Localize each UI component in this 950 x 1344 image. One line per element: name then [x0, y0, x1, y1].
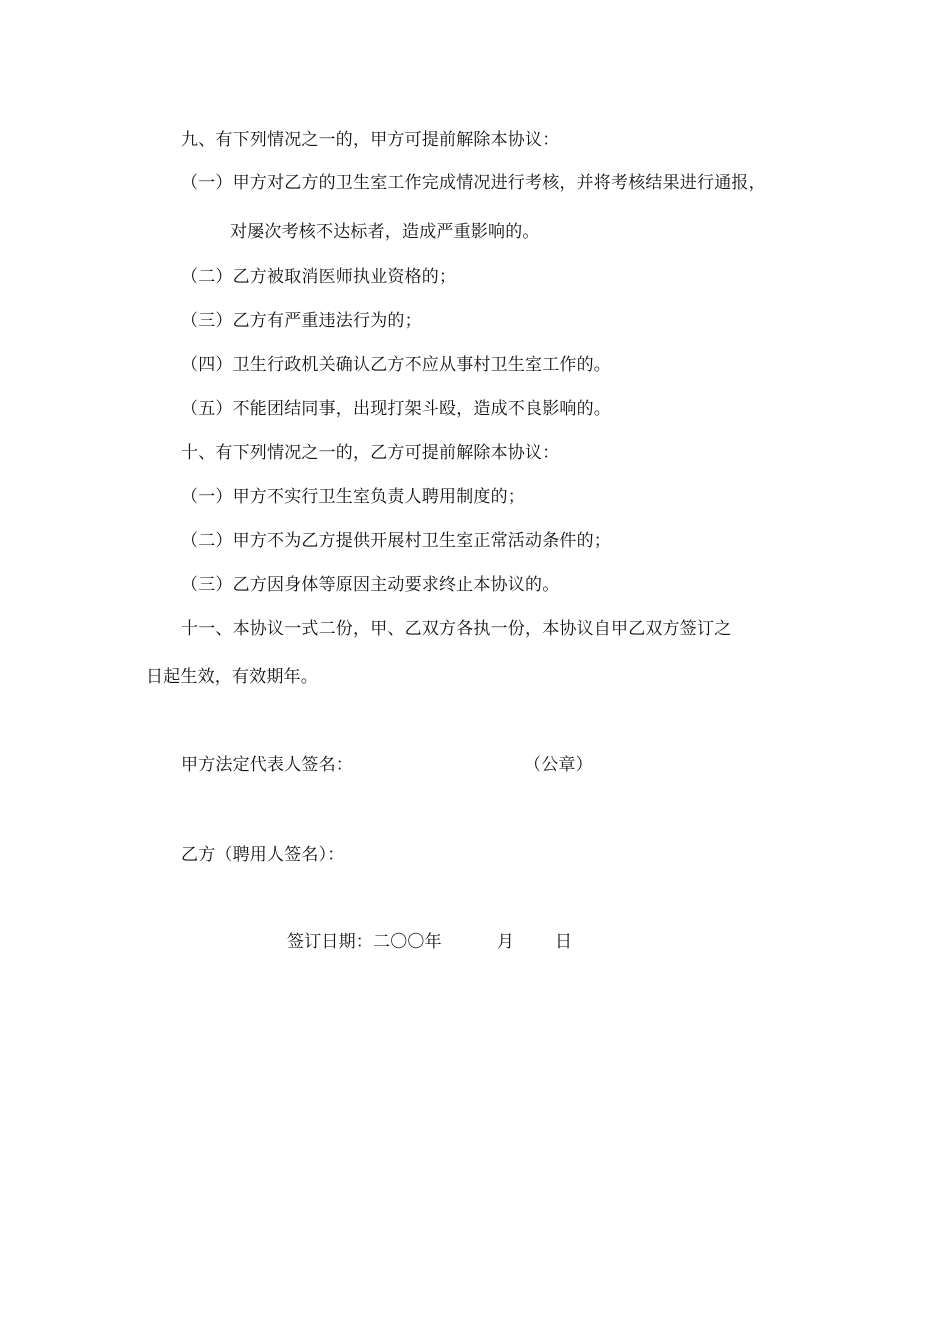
signing-date-label: 签订日期：二〇〇年: [287, 932, 442, 952]
clause-9-item-3: （三）乙方有严重违法行为的；: [181, 311, 422, 331]
clause-10-item-3: （三）乙方因身体等原因主动要求终止本协议的。: [181, 575, 560, 595]
seal-label: （公章）: [524, 755, 593, 775]
clause-9-item-4: （四）卫生行政机关确认乙方不应从事村卫生室工作的。: [181, 355, 611, 375]
clause-9-item-1: （一）甲方对乙方的卫生室工作完成情况进行考核，并将考核结果进行通报，: [181, 173, 766, 193]
clause-11-line-2: 日起生效，有效期年。: [146, 667, 318, 687]
party-a-signature-label: 甲方法定代表人签名：: [181, 755, 353, 775]
clause-9-item-1-continued: 对屡次考核不达标者，造成严重影响的。: [230, 222, 540, 242]
signing-date-month: 月: [497, 932, 515, 952]
clause-11-line-1: 十一、本协议一式二份，甲、乙双方各执一份，本协议自甲乙双方签订之: [181, 619, 732, 639]
clause-9-heading: 九、有下列情况之一的，甲方可提前解除本协议：: [181, 130, 560, 150]
signing-date-day: 日: [555, 932, 573, 952]
clause-10-item-1: （一）甲方不实行卫生室负责人聘用制度的；: [181, 487, 525, 507]
clause-10-heading: 十、有下列情况之一的，乙方可提前解除本协议：: [181, 443, 560, 463]
clause-9-item-5: （五）不能团结同事，出现打架斗殴，造成不良影响的。: [181, 399, 611, 419]
clause-10-item-2: （二）甲方不为乙方提供开展村卫生室正常活动条件的；: [181, 531, 611, 551]
clause-9-item-2: （二）乙方被取消医师执业资格的；: [181, 267, 457, 287]
party-b-signature-label: 乙方（聘用人签名）：: [181, 845, 345, 865]
